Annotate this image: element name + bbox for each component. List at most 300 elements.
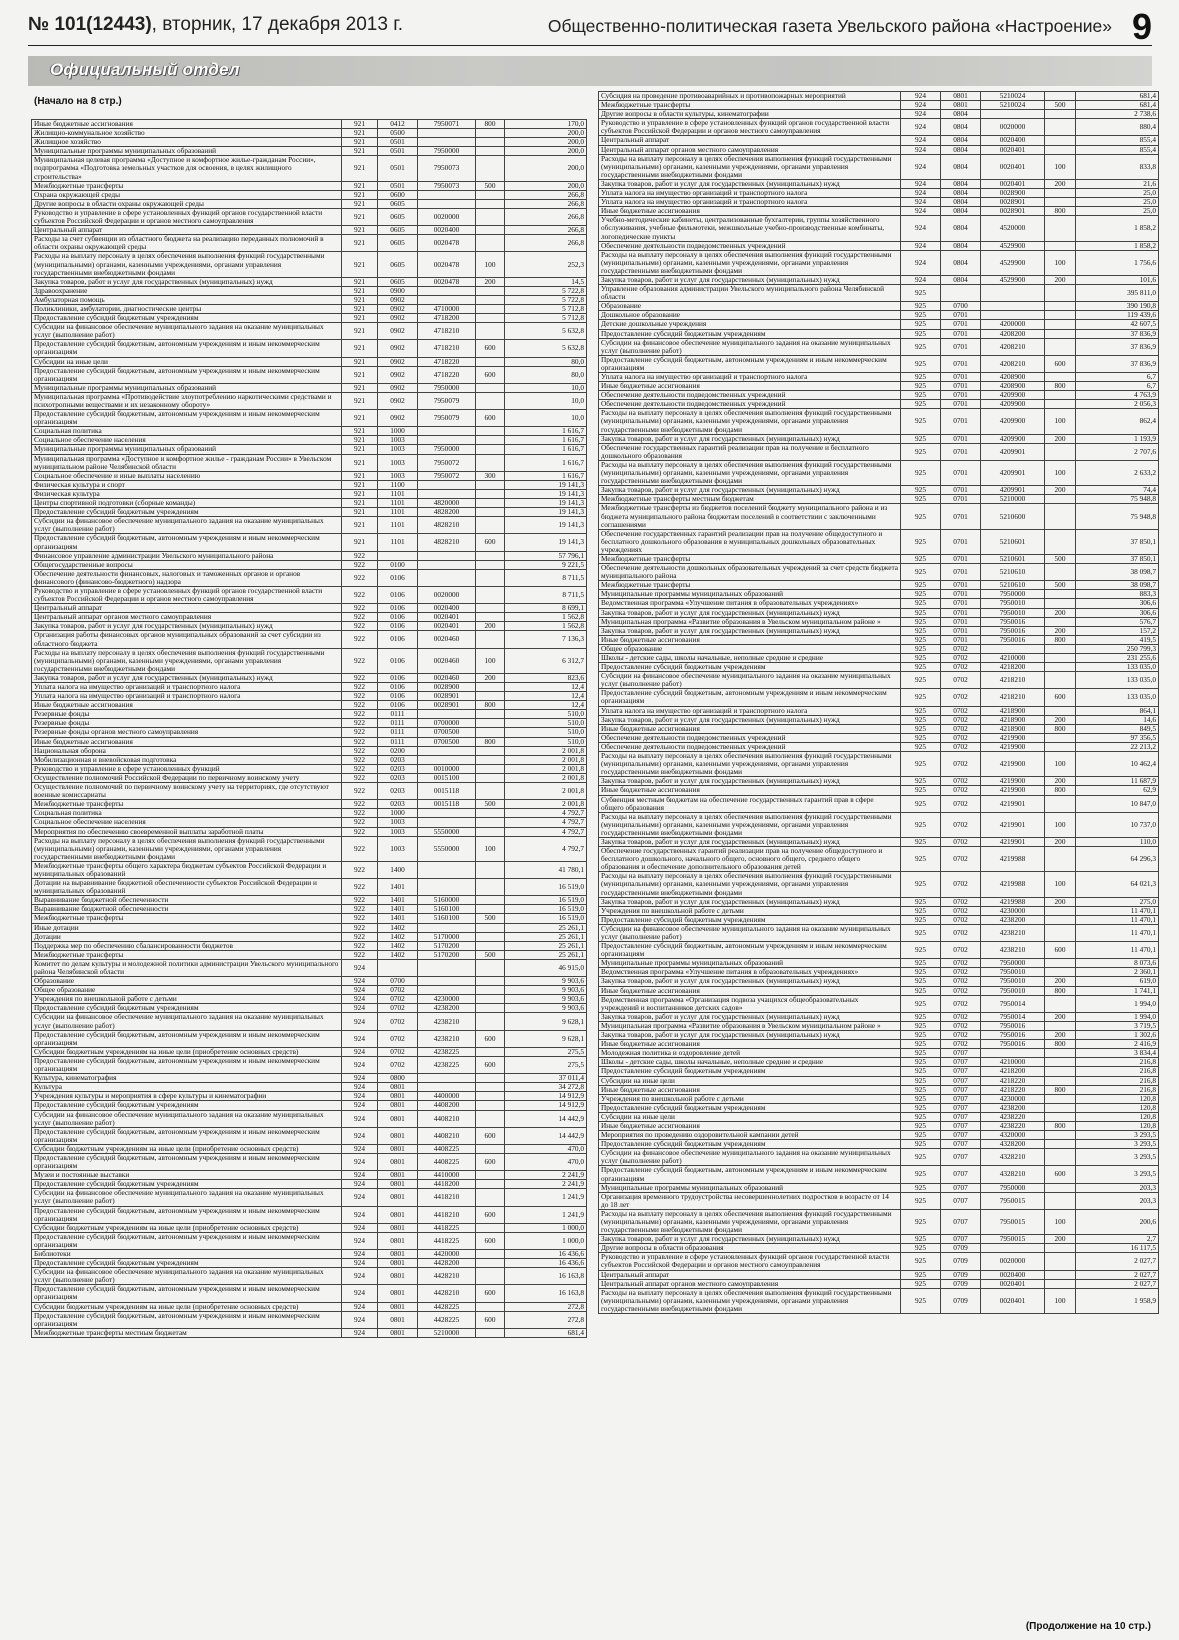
section-code: 0707: [941, 1058, 981, 1067]
table-row: [599, 915, 1159, 924]
section-code: [378, 959, 418, 976]
target-article: 0020401: [418, 613, 476, 622]
item-name: Расходы на выплату персоналу в целях обеспечения выполнения функций государственными (муниципальными) органами, казенными учреждениями, органами управления государственными внебюджетными фондами: [32, 836, 342, 861]
target-article: 4219900: [981, 742, 1045, 751]
target-article: 4328210: [981, 1166, 1045, 1183]
ministry-code: 922: [342, 569, 378, 586]
section-code: 0801: [941, 92, 981, 101]
item-name: Субсидии на финансовое обеспечение муниципального задания на оказание муниципальных услуг (выполнение работ): [32, 517, 342, 534]
expense-type: [476, 560, 505, 569]
ministry-code: 925: [901, 1140, 941, 1149]
section-code: 0804: [941, 119, 981, 136]
amount: 14 912,9: [505, 1092, 587, 1101]
item-name: Иные бюджетные ассигнования: [599, 635, 901, 644]
table-row: [32, 252, 587, 277]
target-article: 0020401: [981, 145, 1045, 154]
amount: 419,5: [1076, 635, 1159, 644]
expense-type: [476, 1189, 505, 1206]
section-code: 0702: [941, 752, 981, 777]
ministry-code: 924: [342, 995, 378, 1004]
ministry-code: 922: [342, 914, 378, 923]
amount: 5 722,8: [505, 286, 587, 295]
target-article: [418, 569, 476, 586]
table-row: [599, 795, 1159, 812]
expense-type: [476, 1180, 505, 1189]
table-row: [32, 648, 587, 673]
table-row: [32, 827, 587, 836]
ministry-code: 921: [342, 304, 378, 313]
ministry-code: 922: [342, 861, 378, 878]
ministry-code: 924: [342, 986, 378, 995]
item-name: Субсидии на финансовое обеспечение муниципального задания на оказание муниципальных услуг (выполнение работ): [32, 1110, 342, 1127]
table-row: [32, 1083, 587, 1092]
target-article: [981, 1049, 1045, 1058]
section-code: 1101: [378, 517, 418, 534]
target-article: [418, 959, 476, 976]
item-name: Предоставление субсидий бюджетным учреждениям: [599, 1103, 901, 1112]
item-name: Школы - детские сады, школы начальные, неполные средние и средние: [599, 654, 901, 663]
item-name: Уплата налога на имущество организаций и транспортного налога: [599, 706, 901, 715]
item-name: Предоставление субсидий бюджетным учреждениям: [599, 1140, 901, 1149]
target-article: 7950000: [981, 959, 1045, 968]
amount: 272,8: [505, 1311, 587, 1328]
ministry-code: 922: [342, 673, 378, 682]
target-article: 4210000: [981, 654, 1045, 663]
target-article: [981, 1244, 1045, 1253]
table-row: [32, 800, 587, 809]
section-code: 0902: [378, 304, 418, 313]
amount: 4 792,7: [505, 827, 587, 836]
table-row: [32, 1171, 587, 1180]
expense-type: 600: [1045, 942, 1076, 959]
ministry-code: 921: [342, 445, 378, 454]
item-name: Субсидии на финансовое обеспечение муниципального задания на оказание муниципальных услуг (выполнение работ): [32, 1189, 342, 1206]
item-name: Межбюджетные трансферты местным бюджетам: [32, 1328, 342, 1337]
ministry-code: 924: [342, 1223, 378, 1232]
section-code: 0702: [941, 1012, 981, 1021]
section-code: 0106: [378, 648, 418, 673]
amount: 10 737,0: [1076, 812, 1159, 837]
target-article: 4209900: [981, 391, 1045, 400]
amount: 1 994,0: [1076, 995, 1159, 1012]
ministry-code: 925: [901, 906, 941, 915]
target-article: 7950010: [981, 968, 1045, 977]
expense-type: 800: [1045, 1085, 1076, 1094]
section-code: 0701: [941, 382, 981, 391]
target-article: 4210000: [981, 1058, 1045, 1067]
expense-type: 100: [1045, 872, 1076, 897]
amount: 25 261,1: [505, 941, 587, 950]
ministry-code: 922: [342, 648, 378, 673]
section-code: 0902: [378, 392, 418, 409]
table-row: [32, 1004, 587, 1013]
section-code: 0801: [941, 101, 981, 110]
expense-type: [476, 613, 505, 622]
target-article: 0020478: [418, 252, 476, 277]
section-code: 0111: [378, 710, 418, 719]
amount: 1 616,7: [505, 436, 587, 445]
section-code: 0701: [941, 400, 981, 409]
ministry-code: 925: [901, 581, 941, 590]
item-name: Обеспечение государственных гарантий реализации прав на получение общедоступного и бесплатного дошкольного, начального общего, основного общего, среднего общего образования и обеспечение дополнительного образования детей: [599, 847, 901, 872]
target-article: 4230000: [418, 995, 476, 1004]
section-code: 0203: [378, 800, 418, 809]
expense-type: [1045, 198, 1076, 207]
item-name: Муниципальные программы муниципальных образований: [32, 445, 342, 454]
item-name: Обеспечение деятельности подведомственных учреждений: [599, 241, 901, 250]
item-name: Межбюджетные трансферты общего характера бюджетам субъектов Российской Федерации и муниципальных образований: [32, 861, 342, 878]
table-row: [599, 777, 1159, 786]
table-row: [599, 1131, 1159, 1140]
table-row: [32, 1206, 587, 1223]
amount: 203,3: [1076, 1183, 1159, 1192]
ministry-code: 924: [342, 1250, 378, 1259]
target-article: 0020401: [981, 154, 1045, 179]
item-name: Осуществление полномочий по первичному воинскому учету на территориях, где отсутствуют военные комиссариаты: [32, 783, 342, 800]
amount: 1 241,9: [505, 1206, 587, 1223]
section-code: 0702: [941, 795, 981, 812]
amount: 5 722,8: [505, 295, 587, 304]
amount: 2 738,6: [1076, 110, 1159, 119]
expense-type: [476, 1302, 505, 1311]
target-article: 0020401: [981, 1279, 1045, 1288]
table-row: [32, 156, 587, 181]
target-article: 4410000: [418, 1171, 476, 1180]
ministry-code: 922: [342, 783, 378, 800]
table-row: [32, 1180, 587, 1189]
amount: 12,4: [505, 683, 587, 692]
table-row: [32, 410, 587, 427]
target-article: 0020401: [981, 179, 1045, 188]
amount: 1 741,1: [1076, 986, 1159, 995]
target-article: 0700000: [418, 719, 476, 728]
amount: 14,5: [505, 277, 587, 286]
section-code: 0804: [941, 145, 981, 154]
section-code: 0801: [378, 1092, 418, 1101]
target-article: 4219988: [981, 847, 1045, 872]
section-code: 0702: [941, 977, 981, 986]
table-row: [599, 434, 1159, 443]
ministry-code: 921: [342, 129, 378, 138]
target-article: 5210610: [981, 564, 1045, 581]
table-row: [599, 1058, 1159, 1067]
table-row: [599, 189, 1159, 198]
item-name: Межбюджетные трансферты: [32, 800, 342, 809]
expense-type: [476, 586, 505, 603]
amount: 200,6: [1076, 1209, 1159, 1234]
expense-type: [476, 454, 505, 471]
section-code: 0702: [941, 968, 981, 977]
section-code: 0707: [941, 1149, 981, 1166]
section-code: 0106: [378, 631, 418, 648]
target-article: [981, 285, 1045, 302]
target-article: [418, 129, 476, 138]
table-row: [32, 773, 587, 782]
table-row: [599, 373, 1159, 382]
table-row: [32, 959, 587, 976]
section-code: [941, 285, 981, 302]
item-name: Предоставление субсидий бюджетным, автономным учреждениям и иным некоммерческим организациям: [32, 1311, 342, 1328]
expense-type: [1045, 995, 1076, 1012]
ministry-code: 921: [342, 517, 378, 534]
amount: 883,3: [1076, 590, 1159, 599]
amount: 101,6: [1076, 275, 1159, 284]
target-article: 0020401: [981, 1288, 1045, 1313]
table-row: [32, 235, 587, 252]
amount: 266,8: [505, 199, 587, 208]
section-code: 0702: [378, 986, 418, 995]
item-name: Центральный аппарат органов местного самоуправления: [599, 145, 901, 154]
section-code: 0801: [378, 1223, 418, 1232]
amount: 37 850,1: [1076, 554, 1159, 563]
amount: 200,0: [505, 147, 587, 156]
ministry-code: 922: [342, 683, 378, 692]
expense-type: [476, 764, 505, 773]
item-name: Предоставление субсидий бюджетным, автономным учреждениям и иным некоммерческим организациям: [32, 340, 342, 357]
table-row: [599, 689, 1159, 706]
ministry-code: 924: [342, 959, 378, 976]
target-article: 4218210: [981, 689, 1045, 706]
amount: 11 470,1: [1076, 924, 1159, 941]
table-row: [599, 1149, 1159, 1166]
section-code: 0900: [378, 286, 418, 295]
ministry-code: 925: [901, 590, 941, 599]
item-name: Другие вопросы в области охраны окружающей среды: [32, 199, 342, 208]
target-article: 7950010: [981, 608, 1045, 617]
table-row: [599, 1192, 1159, 1209]
target-article: 7950015: [981, 1209, 1045, 1234]
expense-type: 800: [476, 737, 505, 746]
ministry-code: 925: [901, 986, 941, 995]
item-name: Обеспечение деятельности дошкольных образовательных учреждений за счет средств бюджета муниципального района: [599, 564, 901, 581]
target-article: 4209901: [981, 443, 1045, 460]
section-code: 0902: [378, 295, 418, 304]
table-row: [32, 896, 587, 905]
item-name: Выравнивание бюджетной обеспеченности: [32, 896, 342, 905]
item-name: Расходы за счет субвенции из областного бюджета на реализацию переданных полномочий в области охраны окружающей среды: [32, 235, 342, 252]
target-article: 0028901: [418, 692, 476, 701]
section-code: 0801: [378, 1110, 418, 1127]
ministry-code: 922: [342, 941, 378, 950]
section-code: 0902: [378, 410, 418, 427]
item-name: Уплата налога на имущество организаций и транспортного налога: [599, 189, 901, 198]
amount: 16 436,6: [505, 1250, 587, 1259]
amount: 37 836,9: [1076, 338, 1159, 355]
table-row: [32, 471, 587, 480]
ministry-code: 924: [342, 1285, 378, 1302]
table-row: [599, 897, 1159, 906]
section-code: 0801: [378, 1127, 418, 1144]
section-code: 0804: [941, 241, 981, 250]
section-code: 0804: [941, 110, 981, 119]
section-code: 0804: [941, 198, 981, 207]
table-row: [599, 400, 1159, 409]
section-code: 0902: [378, 383, 418, 392]
section-code: 0605: [378, 226, 418, 235]
item-name: Центральный аппарат: [32, 604, 342, 613]
amount: 266,8: [505, 235, 587, 252]
expense-type: [476, 147, 505, 156]
section-code: 0702: [941, 689, 981, 706]
table-row: [599, 382, 1159, 391]
item-name: Предоставление субсидий бюджетным учреждениям: [32, 1004, 342, 1013]
expense-type: 800: [1045, 635, 1076, 644]
table-row: [32, 295, 587, 304]
amount: 38 098,7: [1076, 581, 1159, 590]
item-name: Предоставление субсидий бюджетным учреждениям: [599, 915, 901, 924]
item-name: Управление образования администрации Увельского муниципального района Челябинской области: [599, 285, 901, 302]
continued-from-note: (Начало на 8 стр.): [34, 96, 122, 107]
amount: 57 796,1: [505, 551, 587, 560]
table-row: [32, 879, 587, 896]
target-article: 4209900: [981, 400, 1045, 409]
section-code: 0902: [378, 340, 418, 357]
target-article: [418, 436, 476, 445]
table-row: [599, 644, 1159, 653]
target-article: 4219901: [981, 837, 1045, 846]
budget-table-left: [31, 119, 587, 1338]
section-code: 0500: [378, 129, 418, 138]
target-article: 0028900: [418, 683, 476, 692]
item-name: Ведомственная программа «Улучшение питания в образовательных учреждениях»: [599, 968, 901, 977]
item-name: Иные бюджетные ассигнования: [32, 701, 342, 710]
amount: 470,0: [505, 1153, 587, 1170]
section-code: 0203: [378, 755, 418, 764]
section-code: 0701: [941, 355, 981, 372]
item-name: Уплата налога на имущество организаций и транспортного налога: [32, 692, 342, 701]
section-code: 1000: [378, 427, 418, 436]
table-row: [599, 1140, 1159, 1149]
target-article: 7950016: [981, 635, 1045, 644]
table-row: [599, 110, 1159, 119]
table-row: [599, 154, 1159, 179]
section-code: 0605: [378, 277, 418, 286]
page-number: 9: [1131, 6, 1152, 47]
amount: 2 027,7: [1076, 1270, 1159, 1279]
amount: 252,3: [505, 252, 587, 277]
ministry-code: 921: [342, 499, 378, 508]
table-row: [599, 443, 1159, 460]
amount: 2,7: [1076, 1235, 1159, 1244]
table-row: [32, 1127, 587, 1144]
section-code: 0501: [378, 156, 418, 181]
table-row: [599, 1253, 1159, 1270]
section-code: 0702: [941, 777, 981, 786]
item-name: Жилищное хозяйство: [32, 138, 342, 147]
ministry-code: 925: [901, 837, 941, 846]
amount: 862,4: [1076, 409, 1159, 434]
expense-type: [1045, 285, 1076, 302]
target-article: 4238200: [981, 1103, 1045, 1112]
expense-type: 200: [1045, 1235, 1076, 1244]
amount: 200,0: [505, 129, 587, 138]
item-name: Амбулаторная помощь: [32, 295, 342, 304]
section-code: 0106: [378, 586, 418, 603]
amount: 133 035,0: [1076, 672, 1159, 689]
amount: 37 836,9: [1076, 355, 1159, 372]
item-name: Субсидии на иные цели: [599, 1112, 901, 1121]
section-code: 0801: [378, 1101, 418, 1110]
target-article: 4218900: [981, 724, 1045, 733]
expense-type: [1045, 915, 1076, 924]
section-code: 0801: [378, 1144, 418, 1153]
ministry-code: 925: [901, 786, 941, 795]
item-name: Дотации на выравнивание бюджетной обеспеченности субъектов Российской Федерации и муниципальных образований: [32, 879, 342, 896]
section-code: 0702: [941, 942, 981, 959]
section-code: 0701: [941, 443, 981, 460]
expense-type: [476, 1328, 505, 1337]
ministry-code: 924: [901, 145, 941, 154]
amount: 6 312,7: [505, 648, 587, 673]
table-row: [599, 119, 1159, 136]
ministry-code: 925: [901, 564, 941, 581]
amount: 157,2: [1076, 626, 1159, 635]
ministry-code: 921: [342, 436, 378, 445]
expense-type: 600: [476, 366, 505, 383]
item-name: Закупка товаров, работ и услуг для государственных (муниципальных) нужд: [599, 837, 901, 846]
ministry-code: 924: [901, 241, 941, 250]
ministry-code: 924: [342, 1101, 378, 1110]
ministry-code: 924: [901, 275, 941, 284]
expense-type: [1045, 92, 1076, 101]
table-row: [599, 1085, 1159, 1094]
item-name: Иные бюджетные ассигнования: [32, 120, 342, 129]
amount: 14 442,9: [505, 1110, 587, 1127]
item-name: Предоставление субсидий бюджетным, автономным учреждениям и иным некоммерческим организациям: [32, 1285, 342, 1302]
item-name: Субсидии на финансовое обеспечение муниципального задания на оказание муниципальных услуг (выполнение работ): [32, 1013, 342, 1030]
amount: 2 360,1: [1076, 968, 1159, 977]
table-row: [32, 1250, 587, 1259]
table-row: [599, 1031, 1159, 1040]
section-code: 1003: [378, 471, 418, 480]
ministry-code: 924: [901, 136, 941, 145]
table-row: [32, 534, 587, 551]
target-article: 4418210: [418, 1189, 476, 1206]
table-row: [599, 391, 1159, 400]
ministry-code: 925: [901, 486, 941, 495]
table-row: [599, 786, 1159, 795]
table-row: [599, 311, 1159, 320]
item-name: Закупка товаров, работ и услуг для государственных (муниципальных) нужд: [599, 608, 901, 617]
table-row: [32, 1189, 587, 1206]
section-code: 0804: [941, 189, 981, 198]
section-code: 0702: [941, 847, 981, 872]
item-name: Субвенция местным бюджетам на обеспечение государственных гарантий прав в сфере общего образования: [599, 795, 901, 812]
item-name: Субсидии на финансовое обеспечение муниципального задания на оказание муниципальных услуг (выполнение работ): [32, 1268, 342, 1285]
table-row: [599, 752, 1159, 777]
amount: 38 098,7: [1076, 564, 1159, 581]
item-name: Муниципальная программа «Развитие образования в Увельском муниципальном районе »: [599, 1021, 901, 1030]
amount: 11 470,1: [1076, 906, 1159, 915]
amount: 5 632,8: [505, 323, 587, 340]
table-row: [599, 1049, 1159, 1058]
ministry-code: 925: [901, 1192, 941, 1209]
section-code: 0707: [941, 1192, 981, 1209]
amount: 9 903,6: [505, 986, 587, 995]
ministry-code: 925: [901, 320, 941, 329]
target-article: 5160100: [418, 905, 476, 914]
amount: 2 241,9: [505, 1171, 587, 1180]
amount: 510,0: [505, 737, 587, 746]
amount: 14 912,9: [505, 1101, 587, 1110]
ministry-code: 925: [901, 355, 941, 372]
target-article: 4219988: [981, 872, 1045, 897]
amount: 3 834,4: [1076, 1049, 1159, 1058]
target-article: 4218200: [981, 1067, 1045, 1076]
section-code: 0702: [378, 1056, 418, 1073]
expense-type: 200: [1045, 179, 1076, 188]
section-code: 0605: [378, 208, 418, 225]
